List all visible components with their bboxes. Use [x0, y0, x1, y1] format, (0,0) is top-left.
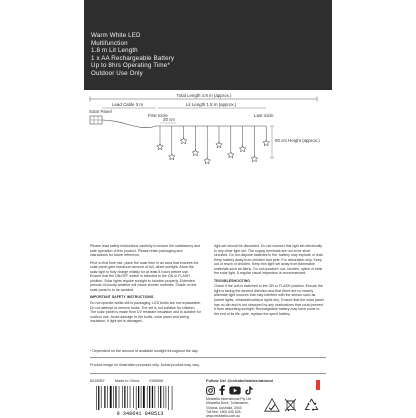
illustration-footnote: Product image for illustration purposes only. Actual product may vary.: [90, 363, 200, 367]
packaging-panel: [84, 0, 332, 416]
divider: [90, 373, 326, 374]
accent-mark: [316, 380, 320, 390]
sunlight-footnote: * Dependent on the amount of available sunlight throughout the day.: [90, 349, 199, 353]
last-icicle-label: Last Icicle: [254, 113, 274, 118]
recycle-icon: [304, 398, 319, 412]
spec-line: Warm White LED: [91, 32, 141, 39]
instruction-columns: [90, 244, 326, 342]
company-address: [206, 397, 251, 418]
intro-paragraph: Please read safety instructions carefully to ensure the satisfactory and safe operation of this product. Please retain packaging and instructions for future reference.: [90, 244, 201, 258]
spacing-label: 20 cm: [163, 117, 175, 122]
spec-line: 1.8 m Lit Length: [91, 47, 138, 55]
instructions-left-column: [90, 244, 201, 327]
star-light-icon: [204, 158, 210, 164]
barcode-bar: [158, 386, 159, 408]
barcode-bar: [98, 386, 99, 410]
barcode-bar: [136, 386, 137, 410]
barcode-bar: [115, 386, 116, 408]
barcode-bar: [104, 386, 105, 408]
safety-continued-paragraph: light set should be discarded. Do not connect this light set electrically to any other light set. The supply terminals are not to be short circuited. Do not dispose batteries in fire, battery may explode or leak. Keep battery away from children and pets. For decoration only. Keep out of reach of children. Keep this light set away from flammable materials such as fabric. Do not puncture, cut, shorten, splice or twist the solar light. A regular visual inspection is recommended.: [214, 244, 324, 276]
barcode-number: 9 348641 040513: [116, 411, 164, 417]
safety-heading: IMPORTANT SAFETY INSTRUCTIONS: [90, 295, 154, 300]
solar-panel-label: Solar Panel: [89, 109, 112, 114]
barcode-bar: [168, 386, 169, 410]
lit-length-label: Lit Length 1.8 m (approx.): [186, 102, 237, 107]
barcode-bar: [127, 386, 128, 408]
star-light-icon: [251, 156, 257, 162]
social-icons: [206, 385, 253, 395]
barcode-bar: [155, 386, 156, 408]
first-use-paragraph: Prior to first time use, place the solar item in an area that ensures the solar panel gets maximum amount of full, direct sunlight. Allow the solar light to fully charge initially for at least 8 hours before use. Ensure that the ON/OFF switch is selected to the ON or FLASH position. Solar lights require sunlight to function properly. Extended periods of cloudy weather will cause shorter runtimes. Shade on the solar panel is to be avoided.: [90, 260, 199, 292]
product-diagram: [84, 90, 332, 242]
star-light-icon: [228, 152, 234, 158]
divider: [90, 357, 326, 358]
barcode-bar: [143, 386, 145, 408]
rcm-compliance-icon: [264, 398, 280, 412]
tiktok-icon[interactable]: [245, 386, 253, 395]
barcode-bar: [119, 386, 120, 408]
product-code: I006596: [149, 379, 164, 383]
total-length-label: Total Length 4.8 m (approx.): [176, 93, 232, 98]
spec-box: [84, 0, 332, 90]
instructions-right-column: [214, 244, 325, 319]
follow-us-label: Follow Us! @mirabellainternational: [206, 378, 273, 383]
safety-paragraph: Do not operate whilst still in packaging. LED bulbs are not replaceable. Do not attempt to remove bulbs. The set is not suitable for children. The solar panel is made from UV resistant insulation and is suitable for outdoor use. Avoid damage to the bulbs, solar panel and wiring insulation. If light set is damaged,: [90, 301, 202, 324]
star-light-icon: [239, 146, 245, 152]
barcode-bar: [166, 386, 167, 408]
phone-number: Toll free: 1800 636 528: [206, 409, 241, 414]
star-light-icon: [216, 142, 222, 148]
max-height-label: 90 cm Height (approx.): [275, 138, 320, 143]
lead-cable-label: Lead Cable 3 m: [112, 102, 143, 107]
youtube-icon[interactable]: [229, 386, 241, 395]
product-codes: [90, 379, 172, 383]
barcode-bar: [160, 386, 161, 408]
company-name: Mirabella International Pty Ltd: [206, 397, 251, 401]
address-line-1: Mirabella Drive, Tullamarine,: [206, 401, 249, 406]
spec-line: 1 x AA Rechargeable Battery: [91, 54, 175, 62]
origin-text: Made in China: [114, 379, 140, 383]
troubleshooting-paragraph: Check if the unit is switched to the ON or FLASH position. Ensure the light is facing the desired direction and that there are no nearby alternate light sources that may interfere with the sensor such as (street lights, verandah/outdoor lights etc). Ensure that the solar panel has no dirt and is not obscured by any obstructions that could prevent it from absorbing sunlight. Rechargeable battery may have come to the end of its life cycle, replace the spent battery.: [214, 284, 324, 316]
barcode-bar: [122, 386, 123, 408]
sku-code: 6018957: [90, 379, 105, 383]
star-light-icon: [263, 140, 269, 146]
barcode-bar: [147, 386, 148, 408]
barcode-bar: [113, 386, 114, 408]
star-light-icon: [169, 154, 175, 160]
first-icicle-label: First Icicle: [148, 113, 168, 118]
website[interactable]: www.mirabella.com.au: [206, 414, 240, 418]
barcode-bar: [101, 386, 102, 408]
spec-line: Multifunction: [91, 39, 128, 47]
solar-panel-icon: [90, 116, 102, 124]
barcode-bar: [152, 386, 153, 408]
barcode-bar: [141, 386, 142, 408]
barcode-bar: [107, 386, 108, 408]
lead-cable-line: [102, 120, 156, 128]
barcode-bar: [133, 386, 134, 408]
spec-line: Outdoor Use Only: [91, 69, 143, 77]
spec-line: Up to 8hrs Operating Time*: [91, 62, 170, 70]
bottom-section: [90, 379, 326, 416]
troubleshooting-heading: TROUBLESHOOTING: [214, 278, 251, 283]
address-line-2: Victoria, Australia, 3043: [206, 405, 242, 410]
barcode: [90, 386, 190, 416]
facebook-icon[interactable]: [219, 385, 225, 395]
barcode-bar: [138, 386, 139, 408]
icicle-strands: [157, 126, 270, 164]
instagram-icon[interactable]: [206, 386, 215, 395]
barcode-bar: [172, 386, 173, 410]
barcode-bar: [96, 386, 97, 410]
weee-bin-icon: [284, 398, 297, 412]
barcode-bar: [163, 386, 164, 408]
barcode-bar: [130, 386, 131, 408]
star-light-icon: [180, 138, 186, 144]
star-light-icon: [157, 144, 163, 150]
barcode-bar: [149, 386, 150, 408]
barcode-bar: [110, 386, 112, 408]
star-light-icon: [192, 150, 198, 156]
barcode-bar: [124, 386, 125, 408]
